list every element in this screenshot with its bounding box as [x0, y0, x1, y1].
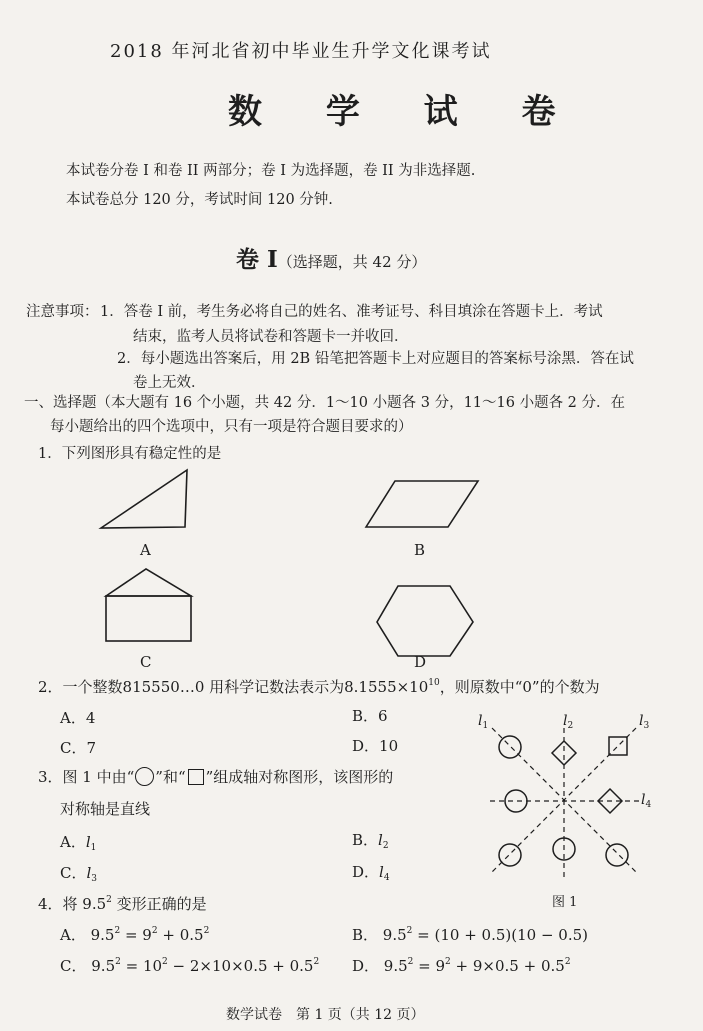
label-l4: $l_4$	[641, 792, 652, 810]
part1-line-2: 每小题给出的四个选项中，只有一项是符合题目要求的）	[50, 419, 413, 435]
note-2-line-1: 2．每小题选出答案后，用 2B 铅笔把答题卡上对应题目的答案标号涂黑．答在试	[117, 351, 634, 367]
q1-stem: 1．下列图形具有稳定性的是	[38, 446, 222, 462]
q3-option-d: D．$l_4$	[352, 863, 390, 883]
notes-label: 注意事项：	[26, 304, 99, 320]
intro-line-1: 本试卷分卷 I 和卷 II 两部分；卷 I 为选择题，卷 II 为非选择题.	[66, 163, 476, 179]
q4-stem: 4．将 $9.5^2$ 变形正确的是	[38, 895, 207, 913]
section-heading-main: 卷 I	[236, 246, 278, 273]
q4-option-c: C． $9.5^2 = 10^2 - 2\times 10\times 0.5 + 0.5^2$	[60, 957, 320, 975]
label-l2: $l_2$	[563, 713, 574, 731]
q4-option-b: B． $9.5^2 = (10 + 0.5)(10 - 0.5)$	[352, 926, 588, 944]
q2-option-b: B．6	[352, 707, 388, 725]
q3-option-c: C．$l_3$	[60, 864, 98, 884]
page-footer: 数学试卷 第 1 页（共 12 页）	[226, 1007, 425, 1023]
square-shape	[552, 741, 576, 765]
section-heading-sub: （选择题，共 42 分）	[277, 253, 427, 271]
figure-caption: 图 1	[552, 895, 578, 910]
circle-shape	[499, 844, 521, 866]
label-l1: $l_1$	[478, 713, 489, 731]
q2-option-c: C．7	[60, 739, 97, 757]
circle-shape	[499, 736, 521, 758]
part1-line-1: 一、选择题（本大题有 16 个小题，共 42 分．1～10 小题各 3 分，11～16 小题各 2 分．在	[24, 395, 626, 411]
q3-option-b: B．$l_2$	[352, 831, 389, 851]
q1-label-a: A	[140, 541, 151, 559]
q2-option-d: D．10	[352, 737, 399, 755]
q1-label-b: B	[414, 541, 426, 559]
q1-label-d: D	[414, 653, 427, 671]
q2-stem: 2．一个整数815550…0 用科学记数法表示为$8.1555\times 10^{10}$，则原数中“0”的个数为	[38, 678, 600, 696]
paper-title: 数 学 试 卷	[228, 92, 582, 132]
note-1-line-2: 结束，监考人员将试卷和答题卡一并收回．	[133, 329, 409, 345]
label-l3: $l_3$	[639, 713, 650, 731]
q3-stem: 3．图 1 中由“ ”和“ ”组成轴对称图形，该图形的	[38, 768, 394, 786]
q4-option-a: A． $9.5^2 = 9^2 + 0.5^2$	[60, 926, 210, 944]
q2-option-a: A．4	[60, 709, 96, 727]
intro-line-2: 本试卷总分 120 分，考试时间 120 分钟.	[66, 192, 333, 208]
q3-stem-line-2: 对称轴是直线	[60, 800, 151, 818]
note-2-line-2: 卷上无效．	[133, 375, 206, 391]
circle-shape	[606, 844, 628, 866]
square-shape	[609, 737, 627, 755]
exam-title: 2018 年河北省初中毕业生升学文化课考试	[110, 41, 492, 62]
note-1-line-1: 1．答卷 I 前，考生务必将自己的姓名、准考证号、科目填涂在答题卡上．考试	[100, 304, 603, 320]
q1-label-c: C	[140, 653, 152, 671]
q3-option-a: A．$l_1$	[60, 833, 97, 853]
q4-option-d: D． $9.5^2 = 9^2 + 9\times 0.5 + 0.5^2$	[352, 957, 571, 975]
